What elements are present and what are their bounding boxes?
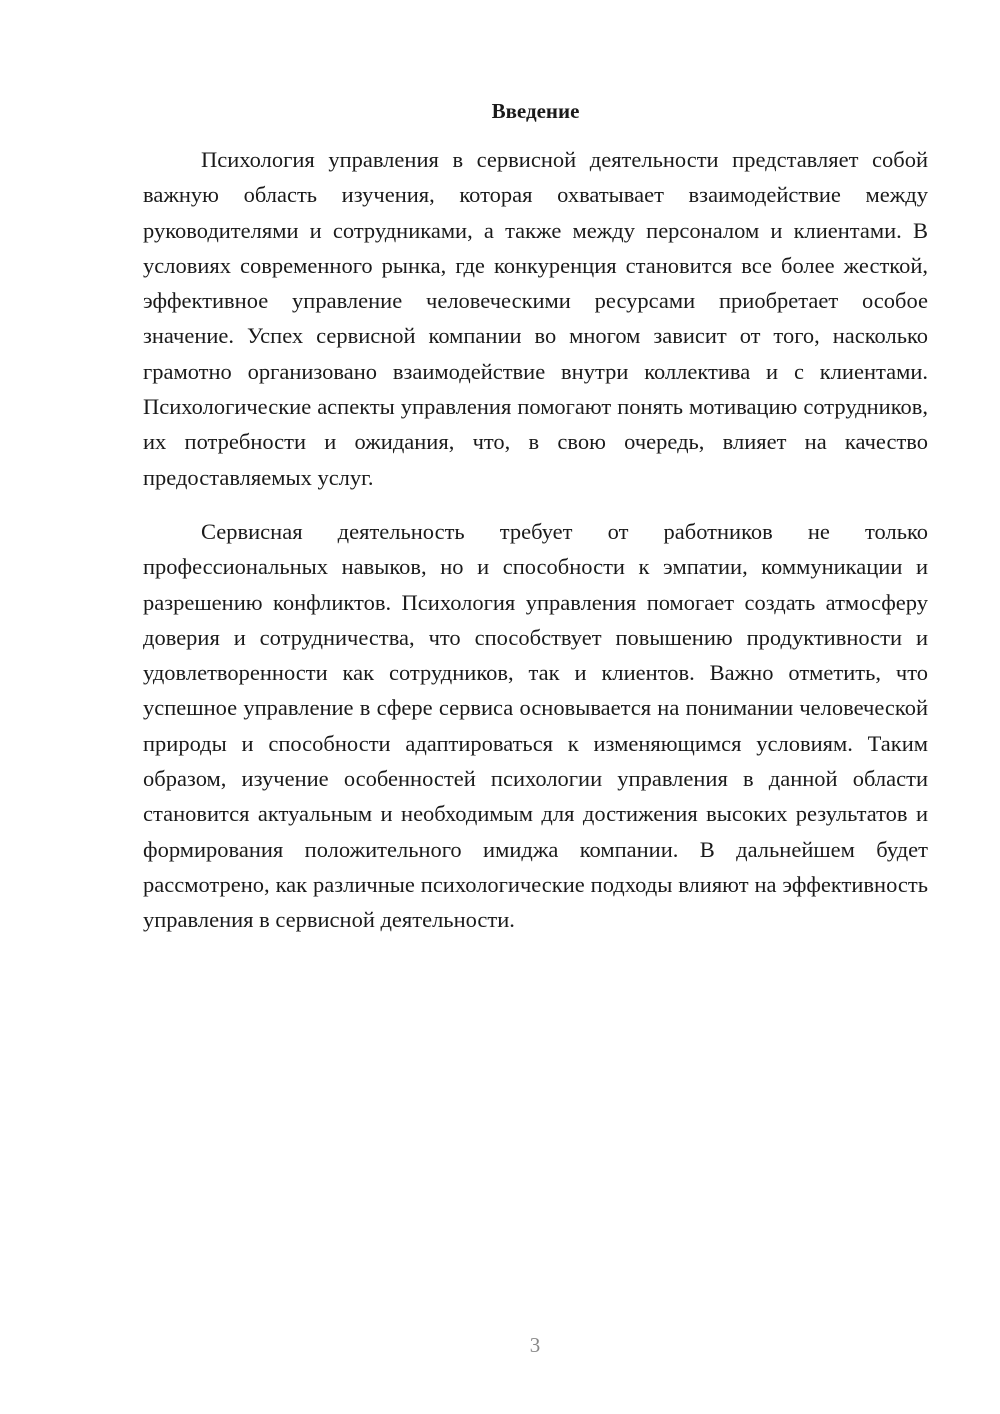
paragraph-2: Сервисная деятельность требует от работников не только профессиональных навыков, но и способности к эмпатии, коммуникации и разрешению конфликтов. Психология управления помогает создать атмосферу доверия и сотрудничества, что способствует повышению продуктивности и удовлетворенности как сотрудников, так и клиентов. Важно отметить, что успешное управление в сфере сервиса основывается на понимании человеческой природы и способности адаптироваться к изменяющимся условиям. Таким образом, изучение особенностей психологии управления в данной области становится актуальным и необходимым для достижения высоких результатов и формирования положительного имиджа компании. В дальнейшем будет рассмотрено, как различные психологические подходы влияют на эффективность управления в сервисной деятельности.	[143, 519, 928, 933]
paragraph-1: Психология управления в сервисной деятельности представляет собой важную область изучения, которая охватывает взаимодействие между руководителями и сотрудниками, а также между персоналом и клиентами. В условиях современного рынка, где конкуренция становится все более жесткой, эффективное управление человеческими ресурсами приобретает особое значение. Успех сервисной компании во многом зависит от того, насколько грамотно организовано взаимодействие внутри коллектива и с клиентами. Психологические аспекты управления помогают понять мотивацию сотрудников, их потребности и ожидания, что, в свою очередь, влияет на качество предоставляемых услуг.	[143, 147, 928, 490]
page-number: 3	[529, 1333, 541, 1357]
section-heading: Введение	[491, 99, 580, 123]
